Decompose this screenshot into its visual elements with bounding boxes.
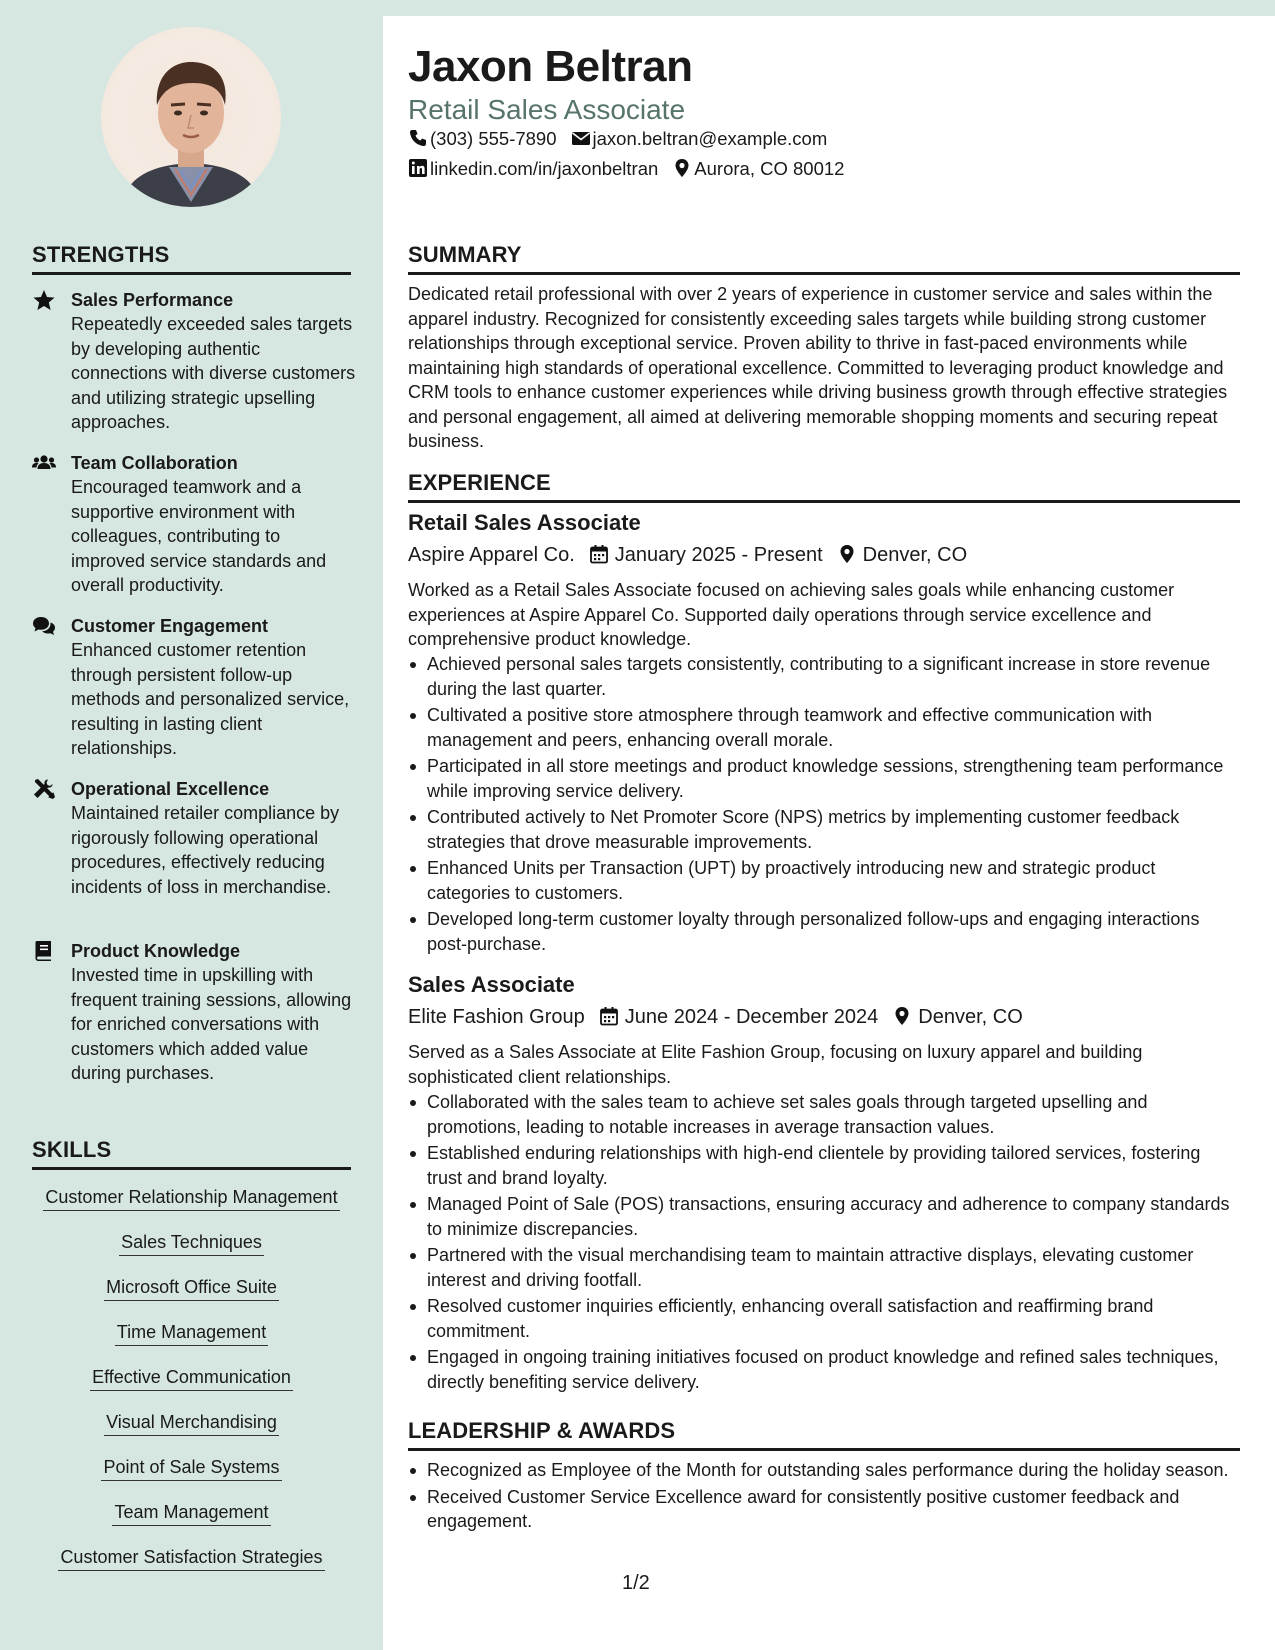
- page-number: 1/2: [622, 1572, 650, 1594]
- skill-item: Customer Satisfaction Strategies: [32, 1545, 351, 1571]
- strength-description: Encouraged teamwork and a supportive environment with colleagues, contributing to improved service standards and overall productivity.: [71, 477, 327, 595]
- list-item: Partnered with the visual merchandising team to maintain attractive displays, elevating customer interest and driving footfall.: [408, 1243, 1240, 1292]
- map-pin-icon: [837, 544, 857, 564]
- list-item: Recognized as Employee of the Month for outstanding sales performance during the holiday season.: [408, 1458, 1240, 1483]
- strength-item: [32, 939, 357, 1086]
- skill-item: Point of Sale Systems: [32, 1455, 351, 1481]
- strength-description: Repeatedly exceeded sales targets by developing authentic connections with diverse customers and utilizing strategic upselling approaches.: [71, 314, 356, 432]
- star-icon: [32, 289, 56, 311]
- job-bullets: [408, 652, 1240, 958]
- users-icon: [32, 452, 56, 474]
- location-text: Aurora, CO 80012: [694, 158, 845, 179]
- candidate-role: Retail Sales Associate: [408, 94, 686, 125]
- map-pin-icon: [672, 158, 692, 178]
- job-description: Worked as a Retail Sales Associate focused on achieving sales goals while enhancing customer experiences at Aspire Apparel Co. Supported daily operations through service excellence and comprehensive product knowledge.: [408, 580, 1175, 649]
- list-item: Managed Point of Sale (POS) transactions, ensuring accuracy and adherence to company standards to minimize discrepancies.: [408, 1192, 1240, 1241]
- calendar-icon: [599, 1006, 619, 1026]
- list-item: Resolved customer inquiries efficiently, enhancing overall satisfaction and reaffirming brand commitment.: [408, 1294, 1240, 1343]
- job-bullets: [408, 1090, 1240, 1396]
- strength-title: Customer Engagement: [71, 616, 269, 636]
- job-dates: June 2024 - December 2024: [624, 1006, 879, 1028]
- experience-heading: EXPERIENCE: [408, 470, 1240, 503]
- job-dates: January 2025 - Present: [614, 544, 823, 566]
- book-icon: [32, 940, 56, 962]
- strength-item: [32, 288, 357, 435]
- strength-description: Invested time in upskilling with frequent training sessions, allowing for enriched conversations with customers which added value during purchases.: [71, 965, 352, 1083]
- strength-description: Enhanced customer retention through persistent follow-up methods and personalized service, resulting in lasting client relationships.: [71, 640, 350, 758]
- job-company: Aspire Apparel Co.: [408, 544, 575, 566]
- list-item: Cultivated a positive store atmosphere through teamwork and effective communication with management and peers, enhancing overall morale.: [408, 703, 1240, 752]
- skill-item: Microsoft Office Suite: [32, 1275, 351, 1301]
- map-pin-icon: [892, 1006, 912, 1026]
- list-item: Participated in all store meetings and product knowledge sessions, strengthening team performance while improving service delivery.: [408, 754, 1240, 803]
- awards-bullets: [408, 1458, 1240, 1536]
- phone-icon: [408, 128, 428, 148]
- profile-photo: [101, 27, 281, 207]
- envelope-icon: [571, 128, 591, 148]
- strengths-heading: STRENGTHS: [32, 242, 351, 275]
- contact-line-1: [408, 127, 827, 151]
- strength-title: Product Knowledge: [71, 941, 241, 961]
- summary-heading: SUMMARY: [408, 242, 1240, 275]
- strength-item: [32, 451, 357, 598]
- job-title: Sales Associate: [408, 972, 575, 997]
- skill-item: Customer Relationship Management: [32, 1185, 351, 1211]
- job-location: Denver, CO: [918, 1006, 1023, 1028]
- tools-icon: [32, 778, 56, 800]
- awards-heading: LEADERSHIP & AWARDS: [408, 1418, 1240, 1451]
- list-item: Engaged in ongoing training initiatives focused on product knowledge and refined sales techniques, directly benefiting service delivery.: [408, 1345, 1240, 1394]
- job-company: Elite Fashion Group: [408, 1006, 585, 1028]
- strength-title: Team Collaboration: [71, 453, 238, 473]
- strength-description: Maintained retailer compliance by rigorously following operational procedures, effectively reducing incidents of loss in merchandise.: [71, 803, 340, 897]
- strength-title: Sales Performance: [71, 290, 234, 310]
- comments-icon: [32, 615, 56, 637]
- job-title: Retail Sales Associate: [408, 510, 641, 535]
- skills-heading: SKILLS: [32, 1137, 351, 1170]
- list-item: Established enduring relationships with high-end clientele by providing tailored services, fostering trust and brand loyalty.: [408, 1141, 1240, 1190]
- list-item: Contributed actively to Net Promoter Score (NPS) metrics by implementing customer feedback strategies that drove measurable improvements.: [408, 805, 1240, 854]
- strength-title: Operational Excellence: [71, 779, 270, 799]
- job-location: Denver, CO: [862, 544, 968, 566]
- skill-item: Sales Techniques: [32, 1230, 351, 1256]
- linkedin-link[interactable]: linkedin.com/in/jaxonbeltran: [430, 158, 659, 179]
- email-link[interactable]: jaxon.beltran@example.com: [592, 128, 828, 149]
- list-item: Developed long-term customer loyalty through personalized follow-ups and engaging interactions post-purchase.: [408, 907, 1240, 956]
- list-item: Collaborated with the sales team to achieve set sales goals through targeted upselling and promotions, leading to notable increases in average transaction values.: [408, 1090, 1240, 1139]
- skill-item: Team Management: [32, 1500, 351, 1526]
- strength-item: [32, 614, 357, 761]
- calendar-icon: [589, 544, 609, 564]
- list-item: Received Customer Service Excellence award for consistently positive customer feedback and engagement.: [408, 1485, 1240, 1534]
- job-meta: [408, 542, 967, 568]
- top-strip: [383, 0, 1275, 16]
- skill-item: Visual Merchandising: [32, 1410, 351, 1436]
- job-meta: [408, 1004, 1023, 1030]
- skill-item: Time Management: [32, 1320, 351, 1346]
- candidate-name: Jaxon Beltran: [408, 42, 693, 91]
- summary-text: Dedicated retail professional with over 2 years of experience in customer service and sales within the apparel industry. Recognized for consistently exceeding sales targets while building strong customer relationships through exceptional service. Proven ability to thrive in fast-paced environments while maintaining high standards of operational excellence. Committed to leveraging product knowledge and CRM tools to enhance customer experiences while driving business growth through effective strategies and personal engagement, all aimed at delivering memorable shopping moments and securing repeat business.: [408, 284, 1228, 451]
- skill-item: Effective Communication: [32, 1365, 351, 1391]
- job-description: Served as a Sales Associate at Elite Fashion Group, focusing on luxury apparel and building sophisticated client relationships.: [408, 1042, 1143, 1087]
- list-item: Enhanced Units per Transaction (UPT) by proactively introducing new and strategic product categories to customers.: [408, 856, 1240, 905]
- strength-item: [32, 777, 357, 899]
- list-item: Achieved personal sales targets consistently, contributing to a significant increase in store revenue during the last quarter.: [408, 652, 1240, 701]
- linkedin-icon: [408, 158, 428, 178]
- phone-number[interactable]: (303) 555-7890: [430, 128, 557, 149]
- contact-line-2: [408, 157, 844, 181]
